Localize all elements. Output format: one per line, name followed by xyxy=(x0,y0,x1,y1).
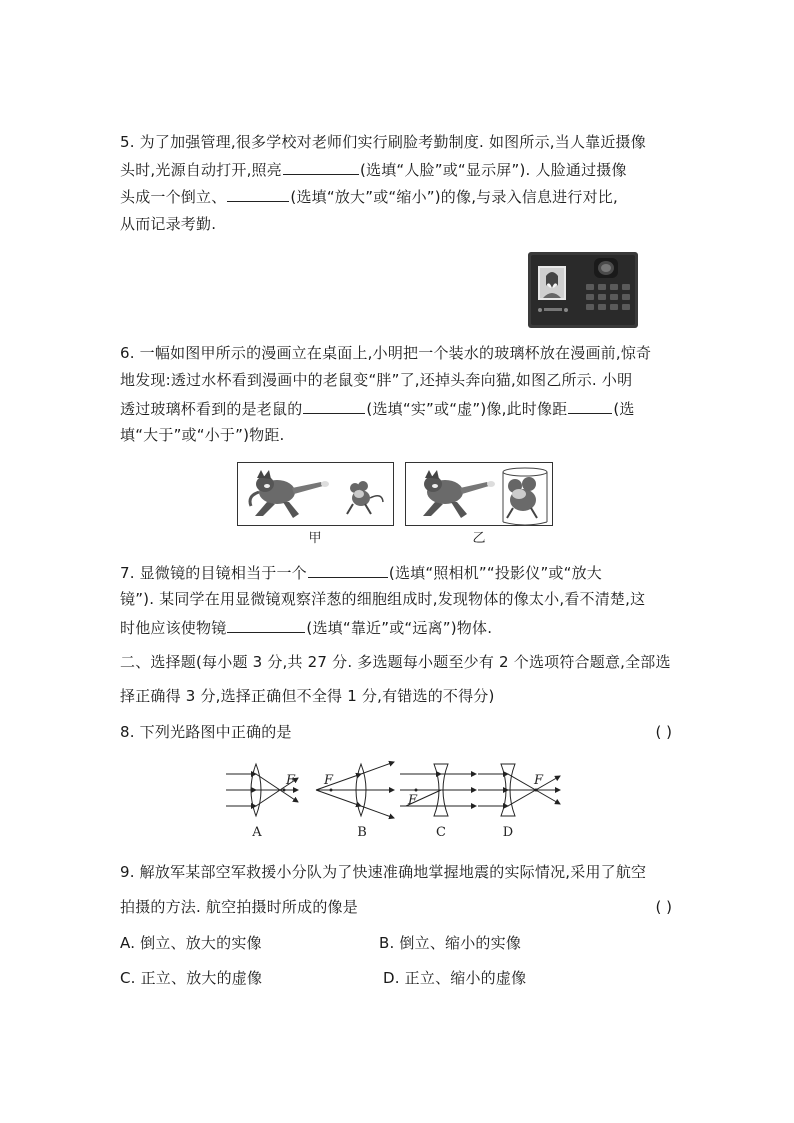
q6-text: (选填“实”或“虚”)像,此时像距 xyxy=(366,400,568,418)
q7-blank-2[interactable] xyxy=(227,617,305,633)
comic-figure-yi xyxy=(405,462,553,526)
q5-line2 xyxy=(120,159,627,180)
q8-stem: 8. 下列光路图中正确的是 xyxy=(120,723,292,741)
q5-text: (选填“放大”或“缩小”)的像,与录入信息进行对比, xyxy=(290,188,618,206)
q5-text: 头成一个倒立、 xyxy=(120,188,227,206)
q6-blank-1[interactable] xyxy=(303,398,365,414)
option-label-b: B xyxy=(357,825,367,840)
q5-text: 头时,光源自动打开,照亮 xyxy=(120,161,282,179)
q9-line2: 拍摄的方法. 航空拍摄时所成的像是 xyxy=(120,898,358,916)
q5-line3 xyxy=(120,186,618,207)
light-path-diagram xyxy=(226,760,566,842)
section2-line2: 择正确得 3 分,选择正确但不全得 1 分,有错选的不得分) xyxy=(120,687,495,705)
option-label-c: C xyxy=(436,825,446,840)
focus-label: F xyxy=(408,793,418,808)
q7-blank-1[interactable] xyxy=(308,562,388,578)
fig-label-yi: 乙 xyxy=(472,531,486,546)
q9-option-b[interactable]: B. 倒立、缩小的实像 xyxy=(379,934,522,952)
q8-answer-paren[interactable]: ( ) xyxy=(655,723,672,741)
q7-text: (选填“照相机”“投影仪”或“放大 xyxy=(388,564,602,582)
q7-text: 时他应该使物镜 xyxy=(120,619,227,637)
q5-blank-1[interactable] xyxy=(283,159,359,175)
q5-line4: 从而记录考勤. xyxy=(120,215,217,233)
q7-line3 xyxy=(120,617,492,638)
q6-text: 透过玻璃杯看到的是老鼠的 xyxy=(120,400,303,418)
comic-figure-jia xyxy=(237,462,394,526)
q6-text: (选 xyxy=(613,400,635,418)
option-label-a: A xyxy=(252,825,262,840)
q9-option-c[interactable]: C. 正立、放大的虚像 xyxy=(120,969,263,987)
q9-option-a[interactable]: A. 倒立、放大的实像 xyxy=(120,934,262,952)
q9-line1: 9. 解放军某部空军救援小分队为了快速准确地掌握地震的实际情况,采用了航空 xyxy=(120,863,647,881)
q9-option-d[interactable]: D. 正立、缩小的虚像 xyxy=(383,969,527,987)
q6-line1: 6. 一幅如图甲所示的漫画立在桌面上,小明把一个装水的玻璃杯放在漫画前,惊奇 xyxy=(120,344,652,362)
option-label-d: D xyxy=(502,825,514,840)
q7-line2: 镜”). 某同学在用显微镜观察洋葱的细胞组成时,发现物体的像太小,看不清楚,这 xyxy=(120,590,646,608)
q5-line1: 5. 为了加强管理,很多学校对老师们实行刷脸考勤制度. 如图所示,当人靠近摄像 xyxy=(120,133,646,151)
fig-label-jia: 甲 xyxy=(308,531,322,546)
q7-text: 7. 显微镜的目镜相当于一个 xyxy=(120,564,307,582)
section2-line1: 二、选择题(每小题 3 分,共 27 分. 多选题每小题至少有 2 个选项符合题意,全部选 xyxy=(120,653,671,671)
q7-text: (选填“靠近”或“远离”)物体. xyxy=(306,619,493,637)
focus-label: F xyxy=(534,773,544,788)
q5-text: (选填“人脸”或“显示屏”). 人脸通过摄像 xyxy=(359,161,627,179)
q6-line2: 地发现:透过水杯看到漫画中的老鼠变“胖”了,还掉头奔向猫,如图乙所示. 小明 xyxy=(120,371,633,389)
q6-line3 xyxy=(120,398,635,419)
q5-blank-2[interactable] xyxy=(227,186,289,202)
focus-label: F xyxy=(324,773,334,788)
q6-blank-2[interactable] xyxy=(568,398,612,414)
face-attendance-device-image xyxy=(528,252,638,328)
q9-answer-paren[interactable]: ( ) xyxy=(655,898,672,916)
focus-label: F xyxy=(286,773,296,788)
q6-line4: 填“大于”或“小于”)物距. xyxy=(120,426,285,444)
q7-line1 xyxy=(120,562,602,583)
